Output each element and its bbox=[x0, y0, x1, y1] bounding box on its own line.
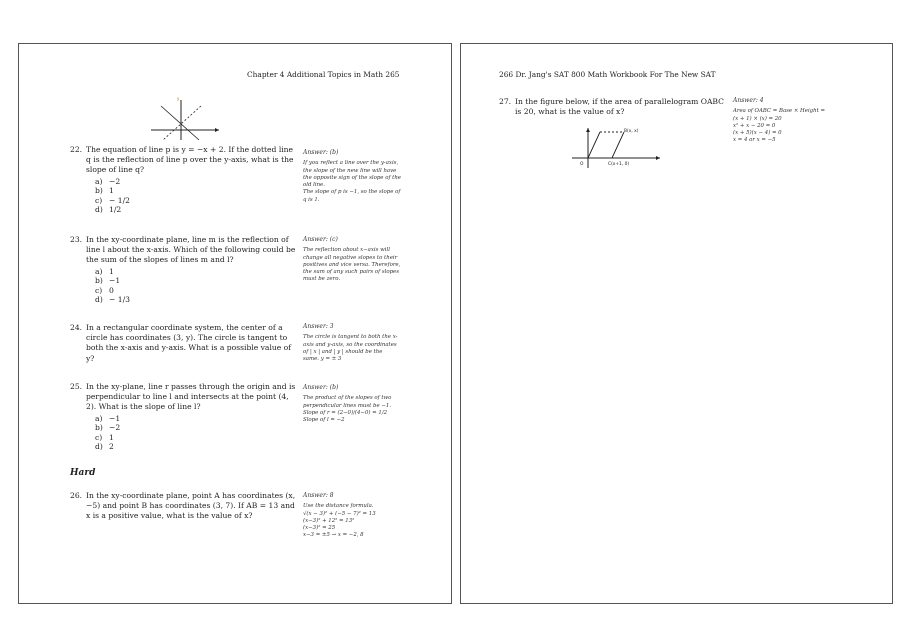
question-26 bbox=[70, 491, 300, 522]
option-c: c) − 1/2 bbox=[95, 195, 130, 205]
explanation-line: (x + 5)(x − 4) = 0 bbox=[733, 130, 782, 137]
option-b: b) −1 bbox=[95, 276, 121, 286]
left-page bbox=[18, 43, 452, 604]
explanation-line: Use the distance formula. bbox=[303, 503, 374, 510]
point-c-label: C(x+1, 0) bbox=[608, 162, 630, 167]
question-22 bbox=[70, 145, 300, 215]
parallelogram-figure bbox=[568, 124, 664, 174]
answer-27 bbox=[733, 97, 845, 145]
question-24 bbox=[70, 323, 300, 364]
explanation-line: of | x | and | y | should be the bbox=[303, 348, 383, 355]
question-number: 27. bbox=[499, 97, 512, 106]
answer-label: Answer: (b) bbox=[303, 384, 339, 391]
option-a: a) −2 bbox=[95, 176, 121, 186]
answer-label: Answer: (c) bbox=[303, 236, 338, 243]
svg-text:y: y bbox=[177, 96, 180, 101]
options-list bbox=[95, 414, 300, 452]
question-number: 26. bbox=[70, 491, 83, 500]
answer-label: Answer: 4 bbox=[733, 97, 764, 104]
page-header: Chapter 4 Additional Topics in Math 265 bbox=[247, 70, 400, 79]
question-stem: In the xy-coordinate plane, point A has coordinates (x, −5) and point B has coordinates (3, 7). If AB = 13 and x is a positive value, what is the value of x? bbox=[86, 491, 296, 521]
option-b: b) 1 bbox=[95, 186, 114, 196]
explanation-line: x−3 = ±5 → x = −2, 8 bbox=[303, 532, 364, 539]
explanation-line: the sum of any such pairs of slopes bbox=[303, 269, 399, 276]
answer-26 bbox=[303, 492, 407, 540]
explanation-line: axis and y-axis, so the coordinates bbox=[303, 341, 397, 348]
option-d: d) 2 bbox=[95, 442, 114, 452]
options-list bbox=[95, 177, 300, 215]
answer-label: Answer: (b) bbox=[303, 149, 339, 156]
section-label-hard: Hard bbox=[70, 468, 96, 478]
question-number: 24. bbox=[70, 323, 83, 332]
option-d: d) − 1/3 bbox=[95, 295, 130, 305]
explanation-line: The product of the slopes of two bbox=[303, 395, 392, 402]
explanation-line: the slope of the new line will have bbox=[303, 167, 397, 174]
explanation-line: The circle is tangent to both the x- bbox=[303, 334, 398, 341]
question-number: 23. bbox=[70, 235, 83, 244]
options-list bbox=[95, 267, 300, 305]
right-page bbox=[460, 43, 893, 604]
explanation-line: Slope of l = −2 bbox=[303, 417, 345, 424]
option-a: a) −1 bbox=[95, 413, 121, 423]
answer-24 bbox=[303, 323, 407, 363]
explanation-line: the opposite sign of the slope of the bbox=[303, 174, 401, 181]
explanation-line: (x−3)² + 12² = 13² bbox=[303, 517, 355, 524]
explanation-line: same. y = ± 3 bbox=[303, 356, 342, 363]
explanation-line: Area of OABC = Base × Height = bbox=[733, 108, 825, 115]
explanation-line: If you reflect a line over the y-axis, bbox=[303, 160, 399, 167]
explanation-line: change all negative slopes to their bbox=[303, 254, 398, 261]
question-number: 22. bbox=[70, 145, 83, 154]
explanation-line: q is 1. bbox=[303, 196, 320, 203]
answer-22 bbox=[303, 149, 407, 204]
explanation-line: (x + 1) × (x) = 20 bbox=[733, 115, 782, 122]
explanation-line: old line. bbox=[303, 182, 325, 189]
question-stem: In the xy-plane, line r passes through the origin and is perpendicular to line l and intersects at the point (4, 2). What is the slope of line l? bbox=[86, 382, 296, 412]
option-d: d) 1/2 bbox=[95, 205, 122, 215]
option-c: c) 1 bbox=[95, 432, 114, 442]
explanation-line: must be zero. bbox=[303, 276, 341, 283]
explanation-line: Slope of r = (2−0)/(4−0) = 1/2 bbox=[303, 409, 388, 416]
reflection-figure bbox=[147, 94, 223, 144]
page-header: 266 Dr. Jang's SAT 800 Math Workbook For The New SAT bbox=[499, 70, 716, 79]
answer-label: Answer: 8 bbox=[303, 492, 334, 499]
explanation-line: perpendicular lines must be −1. bbox=[303, 402, 392, 409]
question-number: 25. bbox=[70, 382, 83, 391]
question-25 bbox=[70, 382, 300, 452]
option-b: b) −2 bbox=[95, 423, 121, 433]
point-b-label: B(x, x) bbox=[624, 129, 639, 134]
option-c: c) 0 bbox=[95, 285, 114, 295]
explanation-line: The slope of p is −1, so the slope of bbox=[303, 189, 401, 196]
explanation-line: x = 4 or x = −5 bbox=[733, 137, 776, 144]
point-o-label: O bbox=[580, 162, 584, 167]
question-stem: The equation of line p is y = −x + 2. If the dotted line q is the reflection of line p over the y-axis, what is the slope of line q? bbox=[86, 145, 294, 175]
option-a: a) 1 bbox=[95, 266, 114, 276]
question-23 bbox=[70, 235, 300, 305]
explanation-line: x² + x − 20 = 0 bbox=[733, 122, 776, 129]
explanation-line: positives and vice versa. Therefore, bbox=[303, 261, 401, 268]
question-stem: In the figure below, if the area of parallelogram OABC is 20, what is the value of x? bbox=[515, 97, 724, 117]
answer-25 bbox=[303, 384, 407, 424]
question-stem: In a rectangular coordinate system, the center of a circle has coordinates (3, y). The circle is tangent to both the x-axis and y-axis. What is a possible value of y? bbox=[86, 323, 292, 363]
question-27 bbox=[499, 97, 729, 117]
answer-label: Answer: 3 bbox=[303, 323, 334, 330]
explanation-line: The reflection about x−axis will bbox=[303, 247, 390, 254]
question-stem: In the xy-coordinate plane, line m is the reflection of line l about the x-axis. Which of the following could be the sum of the slopes of lines m and l? bbox=[86, 235, 296, 265]
answer-23 bbox=[303, 236, 407, 284]
explanation-line: (x−3)² = 25 bbox=[303, 525, 336, 532]
explanation-line: √(x − 3)² + (−5 − 7)² = 13 bbox=[303, 510, 376, 517]
